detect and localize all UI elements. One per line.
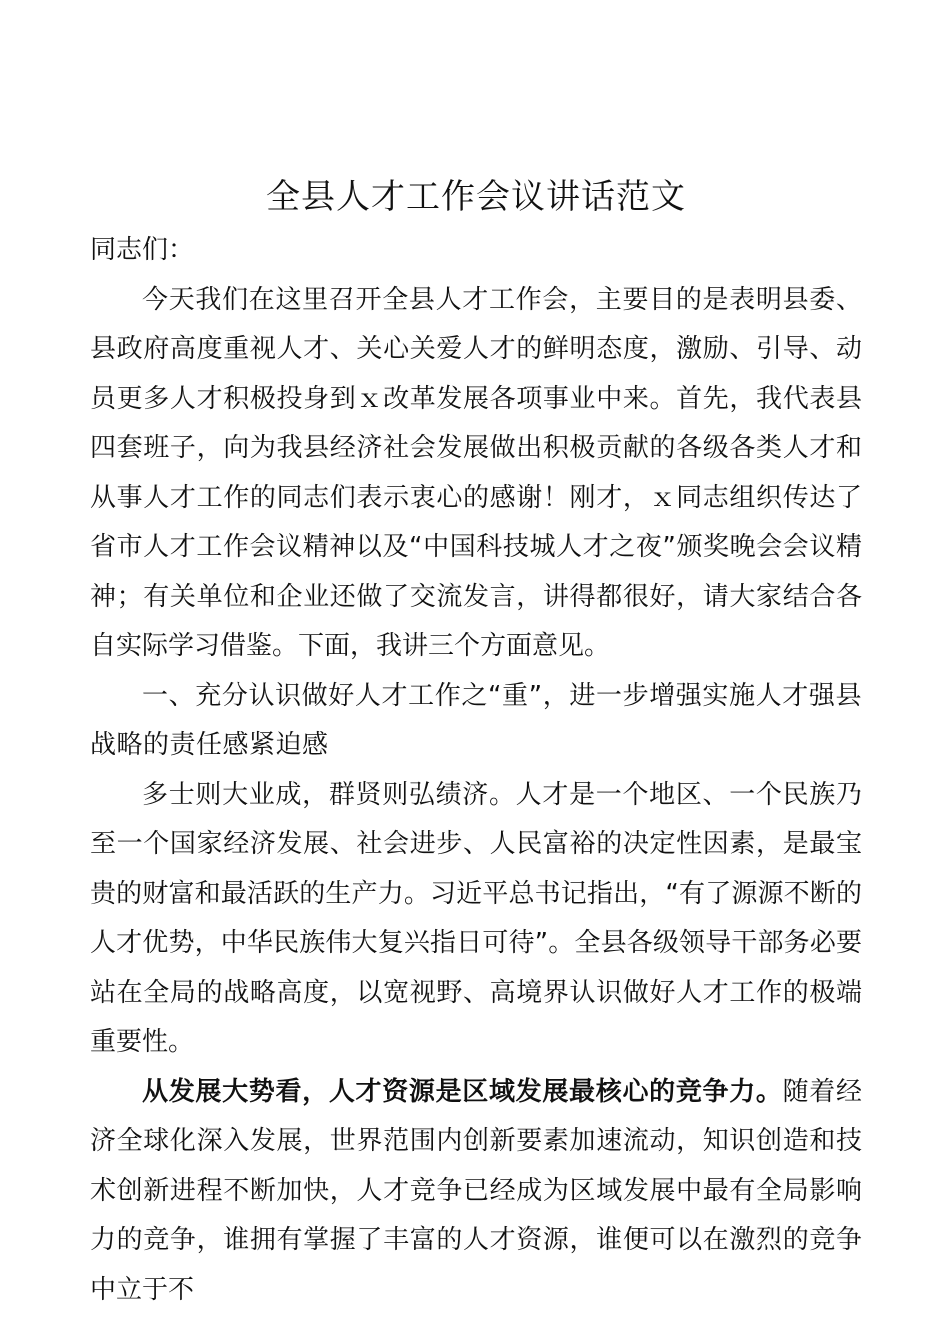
emphasis-sentence: 从发展大势看，人才资源是区域发展最核心的竞争力。 [142,1076,783,1107]
section-1-paragraph-1: 多士则大业成，群贤则弘绩济。人才是一个地区、一个民族乃至一个国家经济发展、社会进步、人民富裕的决定性因素，是最宝贵的财富和最活跃的生产力。习近平总书记指出，“有了源源不断的人才优势，中华民族伟大复兴指日可待”。全县各级领导干部务必要站在全局的战略高度，以宽视野、高境界认识做好人才工作的极端重要性。 [90,779,862,1057]
salutation: 同志们： [90,235,195,265]
section-1-paragraph-2 [90,1068,862,1316]
document-page [90,172,862,1315]
section-heading-1: 一、充分认识做好人才工作之“重”，进一步增强实施人才强县战略的责任感紧迫感 [90,680,862,760]
document-title: 全县人才工作会议讲话范文 [266,177,686,217]
paragraph-body-text: 随着经济全球化深入发展，世界范围内创新要素加速流动，知识创造和技术创新进程不断加快，人才竞争已经成为区域发展中最有全局影响力的竞争，谁拥有掌握了丰富的人才资源，谁便可以在激烈的竞争中立于不 [90,1076,862,1305]
intro-paragraph: 今天我们在这里召开全县人才工作会，主要目的是表明县委、县政府高度重视人才、关心关爱人才的鲜明态度，激励、引导、动员更多人才积极投身到ｘ改革发展各项事业中来。首先，我代表县四套班子，向为我县经济社会发展做出积极贡献的各级各类人才和从事人才工作的同志们表示衷心的感谢！刚才，ｘ同志组织传达了省市人才工作会议精神以及“中国科技城人才之夜”颁奖晚会会议精神；有关单位和企业还做了交流发言，讲得都很好，请大家结合各自实际学习借鉴。下面，我讲三个方面意见。 [90,284,862,661]
